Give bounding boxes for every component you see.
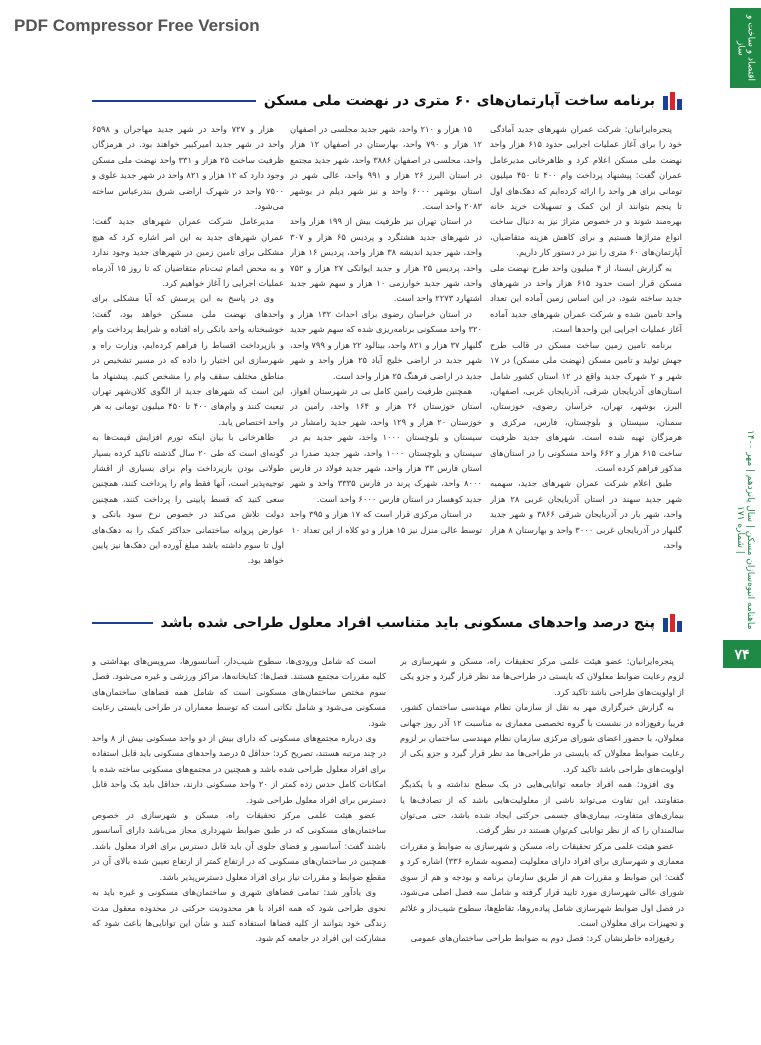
article-headline	[92, 614, 682, 632]
paragraph: برنامه تامین زمین ساخت مسکن در قالب طرح جهش تولید و تامین مسکن (نهضت ملی مسکن) در ۱۷ شهر و ۲ شهرک جدید واقع در ۱۲ استان کشور شامل استان‌های آذربایجان شرقی، آذربایجان غربی، اصفهان، البرز، بوشهر، تهران، خراسان رضوی، خوزستان، سمنان، سیستان و بلوچستان، فارس، مرکزی و هرمزگان تهیه شده است. شهرهای جدید ظرفیت ساخت ۶۱۵ هزار و ۶۶۲ واحد مسکونی را در استان‌های مذکور فراهم کرده است.	[490, 339, 682, 473]
paragraph: عضو هیئت علمی مرکز تحقیقات راه، مسکن و شهرسازی در خصوص ساختمان‌های مسکونی که در طبق ضوابط شهرداری مجاز می‌باشد دارای آسانسور باشند گفت: آسانسور و فضای جلوی آن باید قابل دسترس برای افراد معلول باشد. همچنین در ساختمان‌های مسکونی که در ارتفاع کمتر از ارتفاع تعیین شده بالای آن در مقطع ضوابط و مقررات نیاز برای افراد معلول دسترس‌پذیر باشد.	[92, 810, 386, 882]
headline-rule	[92, 622, 153, 624]
magazine-info-strip: ماهنامه انبوه‌سازان مسکن | سال پانزدهم | مهر ۱۴۰۰ | شماره ۱۷۱	[735, 430, 755, 630]
headline-bars-icon	[663, 92, 682, 110]
article-column	[92, 122, 284, 596]
paragraph: مدیرعامل شرکت عمران شهرهای جدید گفت: عمران شهرهای جدید به این امر اشاره کرد که هیچ مشکلی برای تامین زمین در شهرهای جدید وجود ندارد و به محض اتمام ثبت‌نام متقاضیان که تا روز ۱۵ آذرماه عملیات اجرایی را آغاز خواهیم کرد.	[92, 216, 284, 289]
paragraph: وی یادآور شد: تمامی فضاهای شهری و ساختمان‌های مسکونی و غیره باید به نحوی طراحی شود که همه افراد با هر محدودیت حرکتی در محدوده معقول مدت زندگی خود بتوانند از کلیه فضاها استفاده کنند و شأن این توانایی‌ها باعث شود که مشارکت این افراد در جامعه کم شود.	[92, 887, 386, 944]
paragraph: در استان تهران نیز ظرفیت بیش از ۱۹۹ هزار واحد در شهرهای جدید هشتگرد و پردیس ۶۵ هزار و ۳۰۷ واحد، شهر جدید اندیشه ۳۸ هزار واحد، پردیس ۱۶ هزار واحد، پردیس ۲۵ هزار و جدید ایوانکی ۲۷ هزار و ۷۵۲ واحد، شهر جدید خوارزمی ۱۰ هزار و سهم شهر جدید اشتهارد ۲۲۷۳ واحد است.	[290, 216, 482, 304]
paragraph: ۱۵ هزار و ۲۱۰ واحد، شهر جدید مجلسی در اصفهان ۱۲ هزار و ۷۹۰ واحد، بهارستان در اصفهان ۱۲ هزار واحد، مجلسی در اصفهان ۳۸۸۶ واحد، شهر جدید مجتمع در استان البرز ۲۶ هزار و ۹۹۱ واحد، عالی شهر در استان بوشهر ۶۰۰۰ واحد و نیز شهر دیلم در بوشهر ۲۰۸۳ واحد است.	[290, 124, 482, 212]
paragraph: وی درباره مجتمع‌های مسکونی که دارای بیش از دو واحد مسکونی بیش از ۸ واحد در چند مرتبه هستند، تصریح کرد: حداقل ۵ درصد واحدهای مسکونی باید قابل استفاده برای افراد معلول طراحی شده باشد و همچنین در مجتمع‌های مسکونی ساخته شده با امکانات کامل حدس زده کمتر از ۲۰ واحد مسکونی دارند، حداقل باید یک واحد قابل دسترس برای افراد معلول طراحی شود.	[92, 733, 386, 805]
article-column	[92, 654, 386, 984]
paragraph: وی افزود: همه افراد جامعه توانایی‌هایی در یک سطح نداشته و با یکدیگر متفاوتند، این تفاوت می‌تواند ناشی از معلولیت‌هایی باشد که از تصادف‌ها یا بیماری‌های متفاوت، بیماری‌های جسمی حرکتی ایجاد شده باشد، حتی می‌توان سالمندان را که از نظر توانایی کم‌توان هستند در نظر گرفت.	[400, 779, 684, 836]
page-number: ۷۴	[723, 640, 761, 668]
paragraph: وی در پاسخ به این پرسش که آیا مشکلی برای واحدهای نهضت ملی مسکن خواهد بود، گفت: خوشبختانه واحد بانکی راه افتاده و شرایط پرداخت وام و بازپرداخت اقساط را فراهم کرده‌ایم، وزارت راه و شهرسازی این اختیار را داده که در مسیر تشخیص در مناطق مختلف سقف وام را مشخص کنیم. پیشنهاد ما این است که شهرهای جدید از الگوی کلان‌شهر تهران تبعیت کنند و وام‌های ۴۰۰ تا ۴۵۰ میلیون تومانی به هر واحد اختصاص یابد.	[92, 293, 284, 427]
paragraph: به گزارش ایسنا، از ۴ میلیون واحد طرح نهضت ملی مسکن قرار است حدود ۶۱۵ هزار واحد در شهرهای جدید ساخته شود، در این اساس زمین آماده این تعداد واحد تامین شده و شرکت عمران شهرهای جدید آماده آغاز عملیات اجرایی این واحدها است.	[490, 262, 682, 335]
headline-bars-icon	[663, 614, 682, 632]
paragraph: پنجره‌ایرانیان: شرکت عمران شهرهای جدید آمادگی خود را برای آغاز عملیات اجرایی حدود ۶۱۵ هزار واحد نهضت ملی مسکن اعلام کرد و ظاهرخانی مدیرعامل عمران گفت: پیشنهاد پرداخت وام ۴۰۰ تا ۴۵۰ میلیون تومانی برای هر واحد را ارائه کرده‌ایم که دهک‌های اول تا پنجم بتوانند از این کمک و تسهیلات خرید خانه بهره‌مند شوند و در خصوص متراژ نیز به دنبال ساخت انواع متراژها هستیم و برای کاهش هزینه متقاضیان، آپارتمان‌های ۶۰ متری را نیز در دستور کار داریم.	[490, 124, 682, 258]
paragraph: در استان مرکزی قرار است که ۱۷ هزار و ۳۹۵ واحد توسط عالی منزل نیز ۱۵ هزار و دو کلاه از این تعداد ۱۰	[290, 509, 482, 535]
paragraph: پنجره‌ایرانیان: عضو هیئت علمی مرکز تحقیقات راه، مسکن و شهرسازی بر لزوم رعایت ضوابط معلولان که بایستی در طراحی‌ها مد نظر قرار گیرد و جزو یکی از اولویت‌های طراحی باشد تاکید کرد.	[400, 656, 684, 697]
paragraph: هزار و ۷۲۷ واحد در شهر جدید مهاجران و ۶۵۹۸ واحد در شهر جدید امیرکبیر خواهند بود. در هرمزگان ظرفیت ساخت ۲۵ هزار و ۳۳۱ واحد نهضت ملی مسکن وجود دارد که ۱۲ هزار و ۸۲۱ واحد در شهر جدید علوی و ۷۵۰۰ واحد در شهرک اراضی شرق بندرعباس ساخته می‌شود.	[92, 124, 284, 212]
article-column	[290, 122, 482, 596]
paragraph: در استان خراسان رضوی برای احداث ۱۳۲ هزار و ۳۲۰ واحد مسکونی برنامه‌ریزی شده که سهم شهر جدید گلبهار ۳۷ هزار و ۸۲۱ واحد، بینالود ۲۲ هزار و ۷۹۹ واحد، شهر جدید در اراضی خلیج آباد ۲۵ هزار واحد و شهر جدید در اراضی فرهنگ ۲۵ هزار واحد است.	[290, 308, 482, 381]
article-column	[400, 654, 684, 984]
paragraph: همچنین ظرفیت رامین کامل بی در شهرستان اهواز، استان خوزستان ۲۶ هزار و ۱۶۴ واحد، رامین در خوزستان ۲۰ هزار و ۱۲۹ واحد، شهر جدید رامشار در سیستان و بلوچستان ۱۰۰۰ واحد، شهر جدید بم در سیستان و بلوچستان ۱۰۰۰ واحد، شهر جدید صدرا در استان فارس ۳۳ هزار واحد، شهر جدید فولاد در فارس ۸۰۰۰ واحد، شهرک پرند در فارس ۳۳۳۵ واحد و شهر جدید کوهسار در استان فارس ۶۰۰۰ واحد است.	[290, 385, 482, 504]
headline-rule	[92, 100, 256, 102]
article-title: برنامه ساخت آپارتمان‌های ۶۰ متری در نهضت ملی مسکن	[263, 93, 655, 109]
watermark: PDF Compressor Free Version	[14, 16, 260, 35]
paragraph: عضو هیئت علمی مرکز تحقیقات راه، مسکن و شهرسازی به ضوابط و مقررات معماری و شهرسازی برای افراد دارای معلولیت (مصوبه شماره ۳۳۶) اشاره کرد و گفت: این ضوابط و مقررات هم از طریق سازمان برنامه و بودجه و هم از سوی شورای عالی شهرسازی مورد تایید قرار گرفته و شامل سه فصل اصلی می‌شود، در فصل اول ضوابط شهرسازی شامل پیاده‌روها، تقاطع‌ها، سطوح شیب‌دار و علائم و تجهیزات برای معلولان است.	[400, 840, 684, 928]
section-tab: اقتصاد و ساخت و ساز	[730, 8, 761, 88]
paragraph: است که شامل ورودی‌ها، سطوح شیب‌دار، آسانسورها، سرویس‌های بهداشتی و کلیه مقررات مجتمع هستند. فصل‌ها: کتابخانه‌ها، مراکز ورزشی و غیره می‌شود. فصل سوم مختص ساختمان‌های مسکونی است که شامل همه فضاهای ساختمان‌های مسکونی می‌شود و شامل نکاتی است که توسط معماران در طراحی بایستی رعایت شود.	[92, 656, 386, 728]
article-column	[490, 122, 682, 596]
article-title: پنج درصد واحدهای مسکونی باید متناسب افراد معلول طراحی شده باشد	[160, 615, 655, 631]
paragraph: به گزارش خبرگزاری مهر به نقل از سازمان نظام مهندسی ساختمان کشور، فریبا رفیع‌زاده در نشست با گروه تخصصی معماری به مناسبت ۱۲ آذر روز جهانی معلولان، با حضور اعضای شورای مرکزی سازمان نظام مهندسی ساختمان بر لزوم رعایت ضوابط معلولان که بایستی در طراحی‌ها مد نظر قرار گیرد و جزو یکی از اولویت‌های طراحی باشد تاکید کرد.	[400, 702, 684, 774]
paragraph: طبق اعلام شرکت عمران شهرهای جدید، سهمیه شهر جدید سهند در استان آذربایجان غربی ۲۸ هزار واحد، شهر یار در آذربایجان شرقی ۳۸۶۶ و شهر جدید گلبهار در آذربایجان غربی ۳۰۰۰ واحد و بهارستان ۸ هزار واحد،	[490, 478, 682, 550]
paragraph: رفیع‌زاده خاطرنشان کرد: فصل دوم به ضوابط طراحی ساختمان‌های عمومی	[410, 933, 674, 944]
article-headline	[92, 92, 682, 110]
paragraph: ظاهرخانی با بیان اینکه تورم افزایش قیمت‌ها به گونه‌ای است که طی ۲۰ سال گذشته تاکید کرده بسیار طولانی بودن بازپرداخت وام برای بسیاری از اقشار توجیه‌پذیر است، آنها فقط وام را پرداخت کنند، همچنین سعی کنید که قسط پایینی را پرداخت کنند، همچنین دولت تلاش می‌کند در خصوص نرخ سود بانکی و عوارض پروانه ساختمانی حداکثر کمک را به دهک‌های اول تا سوم داشته باشد مبلغ آورده این دهک‌ها نیز پایین خواهد بود.	[92, 432, 284, 566]
